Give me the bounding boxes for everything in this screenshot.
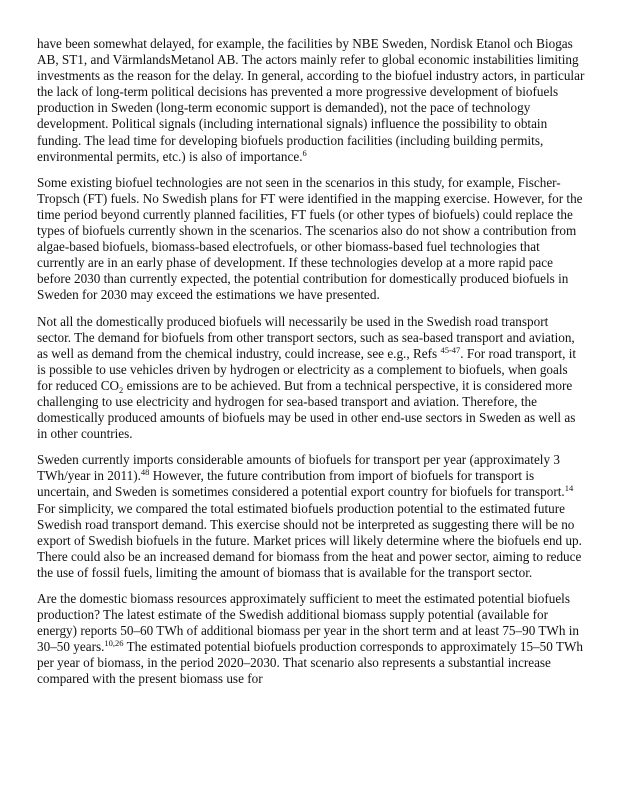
text-run: Sweden currently imports considerable amounts of biofuels for transport per year (approximately 3 TWh/year in 2011).	[37, 452, 560, 484]
citation-48: 48	[140, 467, 150, 478]
text-run: have been somewhat delayed, for example, the facilities by NBE Sweden, Nordisk Etanol och Biogas AB, ST1, and VärmlandsMetanol AB. The actors mainly refer to global economic instabilities limiting investments as the reason for the delay. In general, according to the biofuel industry actors, in particular the lack of long-term political decisions has prevented a more progressive development of biofuels production in Sweden (long-term economic support is demanded), not the pace of technology development. Political signals (including international signals) influence the possibility to obtain funding. The lead time for developing biofuels production facilities (including building permits, environmental permits, etc.) is also of importance.	[37, 36, 585, 164]
text-run: The estimated potential biofuels production corresponds to approximately 15–50 TWh per year of biomass, in the period 2020–2030. That scenario also represents a substantial increase compared with the present biomass use for	[37, 639, 584, 687]
text-run: Not all the domestically produced biofuels will necessarily be used in the Swedish road transport sector. The demand for biofuels from other transport sectors, such as sea-based transport and aviation, as well as demand from the chemical industry, could increase, see e.g., Refs	[37, 313, 575, 361]
citation-14: 14	[564, 483, 574, 494]
co2-subscript: 2	[119, 384, 124, 395]
citation-10-26: 10,26	[104, 638, 124, 649]
text-run: Some existing biofuel technologies are not seen in the scenarios in this study, for example, Fischer-Tropsch (FT) fuels. No Swedish plans for FT were identified in the mapping exercise. However, for the time period beyond currently planned facilities, FT fuels (or other types of biofuels) could replace the types of biofuels currently shown in the scenarios. The scenarios also do not show a contribution from algae-based biofuels, biomass-based electrofuels, or other biomass-based fuel technologies that currently are in an early phase of development. If these technologies develop at a more rapid pace before 2030 than currently expected, the potential contribution for domestically produced biofuels in Sweden for 2030 may exceed the estimations we have presented.	[37, 174, 583, 303]
paragraph-other-sectors	[37, 314, 585, 443]
paragraph-existing-technologies	[37, 175, 585, 304]
paragraph-imports	[37, 452, 585, 581]
citation-45-47: 45-47	[440, 344, 461, 355]
text-run: emissions are to be achieved. But from a technical perspective, it is considered more challenging to use electricity and hydrogen for sea-based transport and aviation. Therefore, the domestically produced amounts of biofuels may be used in other end-use sectors in Sweden as well as in other countries.	[37, 377, 576, 442]
citation-6: 6	[302, 147, 307, 158]
text-run: However, the future contribution from import of biofuels for transport is uncertain, and Sweden is sometimes considered a potential export country for biofuels for transport.	[37, 468, 565, 500]
paragraph-delayed-facilities	[37, 36, 585, 165]
text-run: For simplicity, we compared the total estimated biofuels production potential to the estimated future Swedish road transport demand. This exercise should not be interpreted as suggesting there will be no export of Swedish biofuels in the future. Market prices will likely determine where the biofuels end up. There could also be an increased demand for biomass from the heat and power sector, aiming to reduce the use of fossil fuels, limiting the amount of biomass that is available for the transport sector.	[37, 500, 582, 580]
document-page	[37, 36, 585, 698]
paragraph-biomass-resources	[37, 591, 585, 688]
text-run: Are the domestic biomass resources approximately sufficient to meet the estimated potential biofuels production? The latest estimate of the Swedish additional biomass supply potential (available for energy) reports 50–60 TWh of additional biomass per year in the short term and at least 75–90 TWh in 30–50 years.	[37, 591, 580, 655]
text-run: . For road transport, it is possible to use vehicles driven by hydrogen or electricity as a complement to biofuels, when goals for reduced CO	[37, 345, 577, 393]
